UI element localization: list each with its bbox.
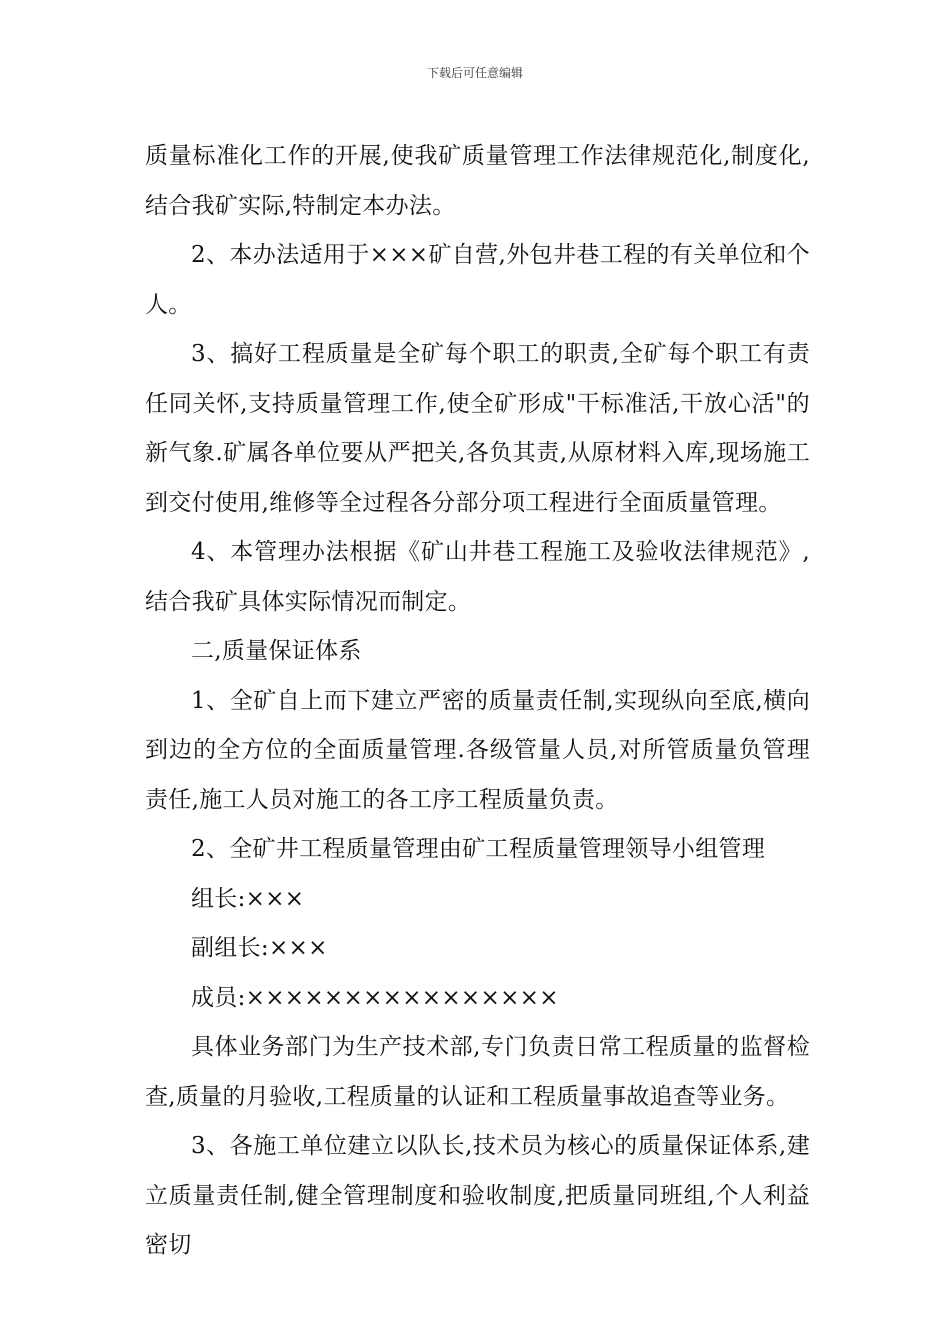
paragraph-business-department: 具体业务部门为生产技术部,专门负责日常工程质量的监督检查,质量的月验收,工程质量的认证和工程质量事故追查等业务。 — [145, 1034, 810, 1110]
paragraph-leadership-group: 2、全矿井工程质量管理由矿工程质量管理领导小组管理 — [191, 836, 766, 862]
paragraph-basis: 4、本管理办法根据《矿山井巷工程施工及验收法律规范》,结合我矿具体实际情况而制定。 — [145, 539, 810, 615]
line-deputy-leader: 副组长:××× — [191, 935, 328, 961]
paragraph-responsibility-system: 1、全矿自上而下建立严密的质量责任制,实现纵向至底,横向到边的全方位的全面质量管理.各级管量人员,对所管质量负管理责任,施工人员对施工的各工序工程质量负责。 — [145, 687, 810, 813]
paragraph-scope: 2、本办法适用于×××矿自营,外包井巷工程的有关单位和个人。 — [145, 242, 810, 318]
paragraph-intro-continuation: 质量标准化工作的开展,使我矿质量管理工作法律规范化,制度化,结合我矿实际,特制定本办法。 — [145, 143, 810, 219]
header-note: 下载后可任意编辑 — [426, 66, 523, 80]
section-heading-quality-system: 二,质量保证体系 — [191, 638, 362, 664]
line-group-leader: 组长:××× — [191, 885, 305, 912]
line-members: 成员:×××××××××××××××× — [191, 984, 559, 1011]
document-body — [145, 132, 810, 1271]
paragraph-construction-units: 3、各施工单位建立以队长,技术员为核心的质量保证体系,建立质量责任制,健全管理制度和验收制度,把质量同班组,个人利益密切 — [145, 1133, 810, 1258]
paragraph-responsibility: 3、搞好工程质量是全矿每个职工的职责,全矿每个职工有责任同关怀,支持质量管理工作,使全矿形成"干标准活,干放心活"的新气象.矿属各单位要从严把关,各负其责,从原材料入库,现场施工到交付使用,维修等全过程各分部分项工程进行全面质量管理。 — [145, 341, 810, 516]
